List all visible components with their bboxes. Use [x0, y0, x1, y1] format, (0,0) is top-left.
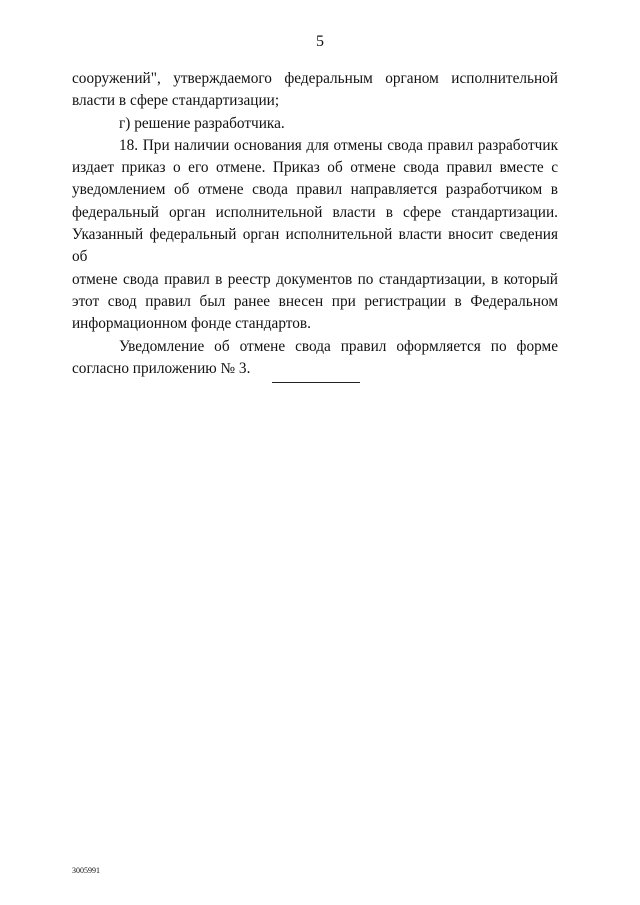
paragraph: [72, 336, 558, 381]
text-line: власти в сфере стандартизации;: [72, 92, 280, 110]
page-number: 5: [316, 33, 324, 50]
text-line: этот свод правил был ранее внесен при регистрации в Федеральном: [72, 292, 558, 310]
text-line: Уведомление об отмене свода правил оформляется по форме: [119, 337, 558, 355]
footer-code: 3005991: [72, 866, 100, 875]
text-line: сооружений", утверждаемого федеральным органом исполнительной: [72, 70, 558, 87]
text-line: Указанный федеральный орган исполнительной власти вносит сведения об: [72, 226, 558, 266]
text-line: федеральный орган исполнительной власти в сфере стандартизации.: [72, 203, 558, 221]
document-body: [72, 68, 558, 380]
text-line: г) решение разработчика.: [119, 114, 285, 132]
text-line: издает приказ о его отмене. Приказ об отмене свода правил вместе с: [72, 159, 558, 177]
text-line: информационном фонде стандартов.: [72, 315, 311, 333]
text-line: уведомлением об отмене свода правил направляется разработчиком в: [72, 181, 558, 199]
text-line: 18. При наличии основания для отмены свода правил разработчик: [119, 136, 558, 154]
paragraph: [72, 113, 558, 135]
text-line: согласно приложению № 3.: [72, 359, 251, 377]
paragraph: [72, 68, 558, 113]
paragraph: [72, 135, 558, 336]
end-divider: [272, 382, 360, 383]
text-line: отмене свода правил в реестр документов по стандартизации, в который: [72, 270, 558, 288]
